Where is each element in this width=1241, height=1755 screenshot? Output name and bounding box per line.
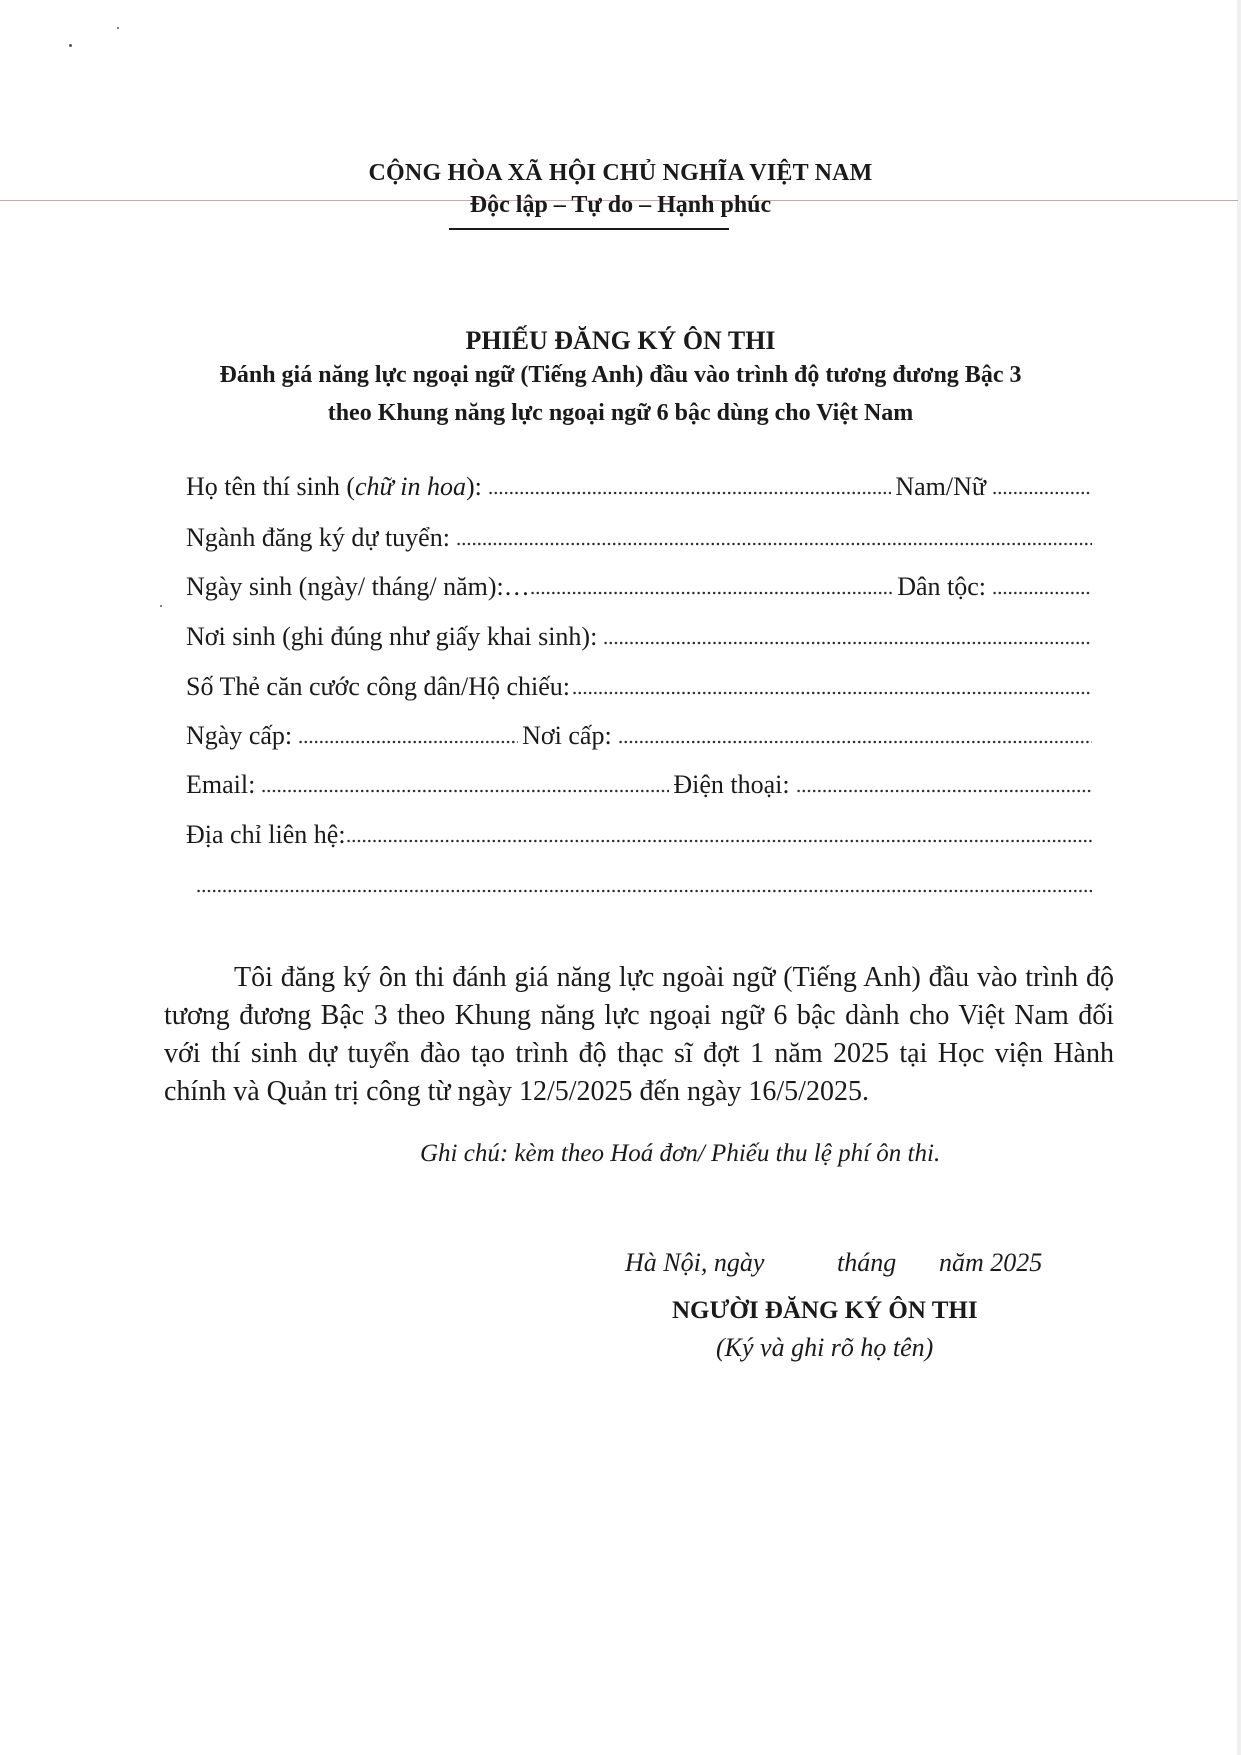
form-title: PHIẾU ĐĂNG KÝ ÔN THI	[465, 326, 776, 355]
national-motto: Độc lập – Tự do – Hạnh phúc	[469, 192, 772, 218]
field-row-dob	[186, 562, 1096, 602]
field-row-major	[186, 513, 1096, 553]
signature-month: tháng	[837, 1248, 897, 1277]
issue-place-label: Nơi cấp:	[522, 721, 612, 750]
scan-edge	[1237, 0, 1241, 1755]
scan-speck	[69, 44, 72, 47]
field-row-birthplace	[186, 612, 1096, 652]
email-label: Email:	[186, 770, 256, 799]
birthplace-field[interactable]	[603, 641, 1092, 645]
issue-date-label: Ngày cấp:	[186, 721, 293, 750]
field-row-full-name	[186, 462, 1096, 502]
field-row-address	[186, 810, 1096, 850]
dob-field[interactable]	[530, 591, 893, 595]
gender-field[interactable]	[992, 491, 1092, 495]
field-row-issue	[186, 711, 1096, 751]
issue-date-field[interactable]	[298, 740, 518, 744]
issue-place-field[interactable]	[618, 740, 1092, 744]
email-field[interactable]	[261, 789, 669, 793]
field-row-contact	[186, 760, 1096, 800]
signature-instruction: (Ký và ghi rõ họ tên)	[716, 1333, 934, 1362]
full-name-field[interactable]	[488, 491, 892, 495]
full-name-label: Họ tên thí sinh (chữ in hoa):	[186, 472, 482, 501]
id-number-field[interactable]	[572, 691, 1092, 695]
address-field-line-2[interactable]	[196, 889, 1092, 893]
attachment-note: Ghi chú: kèm theo Hoá đơn/ Phiếu thu lệ phí ôn thi.	[420, 1140, 941, 1167]
motto-underline	[449, 228, 729, 230]
motto-container	[0, 192, 1241, 219]
id-number-label: Số Thẻ căn cước công dân/Hộ chiếu:	[186, 672, 571, 701]
scan-speck	[160, 605, 162, 607]
signature-year: năm 2025	[939, 1248, 1043, 1277]
major-label: Ngành đăng ký dự tuyển:	[186, 523, 450, 552]
signature-place-date: Hà Nội, ngày	[625, 1248, 765, 1277]
declaration-text: Tôi đăng ký ôn thi đánh giá năng lực ngoài ngữ (Tiếng Anh) đầu vào trình độ tương đương Bậc 3 theo Khung năng lực ngoại ngữ 6 bậc dành cho Việt Nam đối với thí sinh dự tuyển đào tạo trình độ thạc sĩ đợt 1 năm 2025 tại Học viện Hành chính và Quản trị công từ ngày 12/5/2025 đến ngày 16/5/2025.	[164, 962, 1114, 1107]
phone-label: Điện thoại:	[673, 770, 790, 799]
signer-title: NGƯỜI ĐĂNG KÝ ÔN THI	[672, 1297, 978, 1324]
field-row-address-continued	[186, 860, 1096, 900]
form-subtitle-line-2: theo Khung năng lực ngoại ngữ 6 bậc dùng cho Việt Nam	[327, 400, 914, 426]
form-subtitle-line-1: Đánh giá năng lực ngoại ngữ (Tiếng Anh) đầu vào trình độ tương đương Bậc 3	[219, 362, 1022, 388]
dob-label: Ngày sinh (ngày/ tháng/ năm):…	[186, 572, 530, 601]
address-field[interactable]	[346, 839, 1092, 843]
scan-speck	[117, 27, 119, 29]
birthplace-label: Nơi sinh (ghi đúng như giấy khai sinh):	[186, 622, 598, 651]
major-field[interactable]	[456, 542, 1092, 546]
gender-label: Nam/Nữ	[895, 472, 986, 501]
nation-heading: CỘNG HÒA XÃ HỘI CHỦ NGHĨA VIỆT NAM	[368, 160, 873, 186]
address-label: Địa chỉ liên hệ:	[186, 820, 346, 849]
field-row-id-number	[186, 662, 1096, 702]
declaration-paragraph	[164, 959, 1114, 1111]
full-name-hint: chữ in hoa	[355, 472, 466, 501]
phone-field[interactable]	[796, 789, 1092, 793]
ethnicity-field[interactable]	[992, 591, 1092, 595]
ethnicity-label: Dân tộc:	[897, 572, 986, 601]
